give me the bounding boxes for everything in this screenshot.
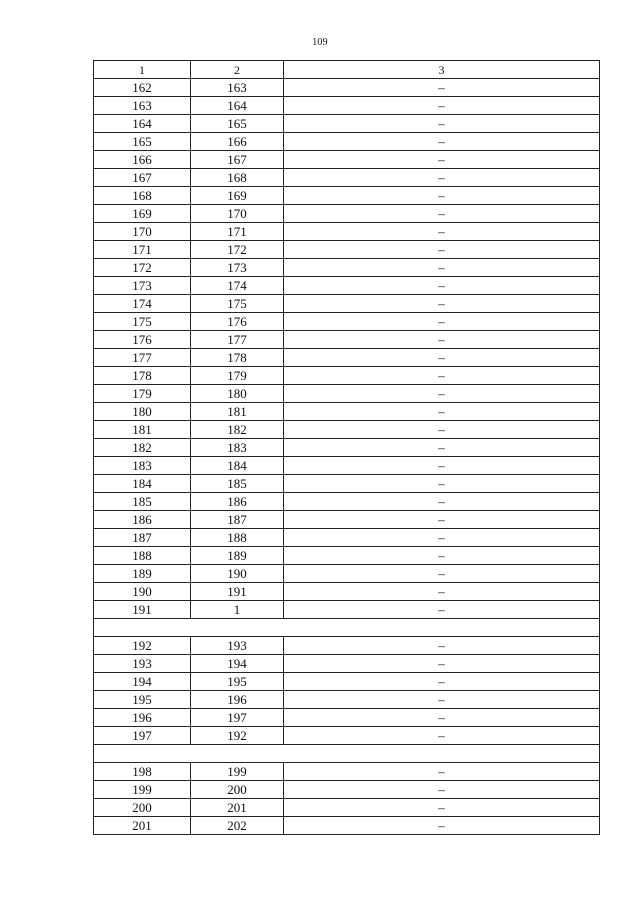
table-cell-col-1: 173 <box>94 277 191 295</box>
table-cell-col-1: 175 <box>94 313 191 331</box>
table-row <box>94 457 600 475</box>
table-cell-col-3: – <box>284 547 600 565</box>
table-row <box>94 169 600 187</box>
table-cell-col-2: 202 <box>191 817 284 835</box>
section-separator-cell <box>94 745 600 763</box>
table-row <box>94 223 600 241</box>
table-cell-col-3: – <box>284 115 600 133</box>
table-cell-col-1: 188 <box>94 547 191 565</box>
table-cell-col-3: – <box>284 691 600 709</box>
table-cell-col-2: 177 <box>191 331 284 349</box>
table-cell-col-2: 174 <box>191 277 284 295</box>
table-cell-col-2: 188 <box>191 529 284 547</box>
page-number: 109 <box>312 37 328 48</box>
data-table <box>93 60 600 835</box>
table-cell-col-1: 199 <box>94 781 191 799</box>
table-row <box>94 493 600 511</box>
table-cell-col-2: 187 <box>191 511 284 529</box>
table-cell-col-3: – <box>284 763 600 781</box>
table-cell-col-2: 163 <box>191 79 284 97</box>
table-row <box>94 151 600 169</box>
table-cell-col-3: – <box>284 781 600 799</box>
table-cell-col-3: – <box>284 295 600 313</box>
table-cell-col-3: – <box>284 799 600 817</box>
table-cell-col-3: – <box>284 97 600 115</box>
table-row <box>94 781 600 799</box>
table-cell-col-1: 177 <box>94 349 191 367</box>
table-cell-col-3: – <box>284 475 600 493</box>
table-cell-col-1: 170 <box>94 223 191 241</box>
table-row <box>94 475 600 493</box>
table-cell-col-3: – <box>284 385 600 403</box>
table-cell-col-3: – <box>284 493 600 511</box>
table-cell-col-1: 187 <box>94 529 191 547</box>
table-row <box>94 655 600 673</box>
table-cell-col-3: – <box>284 817 600 835</box>
table-row <box>94 799 600 817</box>
table-cell-col-1: 180 <box>94 403 191 421</box>
table-cell-col-3: – <box>284 709 600 727</box>
table-cell-col-2: 164 <box>191 97 284 115</box>
table-cell-col-2: 199 <box>191 763 284 781</box>
table-cell-col-3: – <box>284 583 600 601</box>
table-cell-col-1: 181 <box>94 421 191 439</box>
table-cell-col-1: 179 <box>94 385 191 403</box>
table-cell-col-2: 189 <box>191 547 284 565</box>
table-cell-col-1: 200 <box>94 799 191 817</box>
section-separator-row <box>94 745 600 763</box>
table-row <box>94 133 600 151</box>
table-cell-col-3: – <box>284 727 600 745</box>
table-cell-col-2: 167 <box>191 151 284 169</box>
table-cell-col-1: 190 <box>94 583 191 601</box>
table-body <box>94 79 600 835</box>
table-cell-col-3: – <box>284 601 600 619</box>
table-cell-col-1: 176 <box>94 331 191 349</box>
table-row <box>94 187 600 205</box>
table-cell-col-1: 166 <box>94 151 191 169</box>
table-cell-col-1: 167 <box>94 169 191 187</box>
header-row <box>94 61 600 79</box>
table-cell-col-1: 178 <box>94 367 191 385</box>
table-cell-col-2: 194 <box>191 655 284 673</box>
table-cell-col-2: 173 <box>191 259 284 277</box>
table-row <box>94 367 600 385</box>
table-cell-col-1: 183 <box>94 457 191 475</box>
table-cell-col-3: – <box>284 313 600 331</box>
table-cell-col-1: 171 <box>94 241 191 259</box>
table-row <box>94 565 600 583</box>
column-header-1: 1 <box>94 61 191 79</box>
table-cell-col-3: – <box>284 259 600 277</box>
table-cell-col-2: 171 <box>191 223 284 241</box>
table-cell-col-1: 184 <box>94 475 191 493</box>
table-cell-col-1: 196 <box>94 709 191 727</box>
table-row <box>94 709 600 727</box>
table-cell-col-2: 200 <box>191 781 284 799</box>
table-cell-col-2: 170 <box>191 205 284 223</box>
table-cell-col-2: 197 <box>191 709 284 727</box>
table-cell-col-1: 174 <box>94 295 191 313</box>
table-cell-col-2: 185 <box>191 475 284 493</box>
table-cell-col-3: – <box>284 277 600 295</box>
table-cell-col-3: – <box>284 511 600 529</box>
table-cell-col-2: 169 <box>191 187 284 205</box>
table-cell-col-1: 185 <box>94 493 191 511</box>
table-cell-col-3: – <box>284 565 600 583</box>
table-cell-col-1: 201 <box>94 817 191 835</box>
table-row <box>94 547 600 565</box>
table-row <box>94 97 600 115</box>
table-cell-col-2: 1 <box>191 601 284 619</box>
table-cell-col-3: – <box>284 187 600 205</box>
table-row <box>94 259 600 277</box>
table-cell-col-3: – <box>284 241 600 259</box>
table-row <box>94 817 600 835</box>
table-cell-col-1: 192 <box>94 637 191 655</box>
table-cell-col-1: 172 <box>94 259 191 277</box>
table-cell-col-2: 184 <box>191 457 284 475</box>
table-row <box>94 583 600 601</box>
table-row <box>94 601 600 619</box>
table-cell-col-2: 191 <box>191 583 284 601</box>
table-row <box>94 691 600 709</box>
table-cell-col-1: 195 <box>94 691 191 709</box>
table-cell-col-3: – <box>284 403 600 421</box>
table-cell-col-2: 168 <box>191 169 284 187</box>
table-row <box>94 529 600 547</box>
column-header-2: 2 <box>191 61 284 79</box>
table-cell-col-3: – <box>284 673 600 691</box>
table-row <box>94 727 600 745</box>
table-cell-col-2: 181 <box>191 403 284 421</box>
table-cell-col-2: 175 <box>191 295 284 313</box>
table-cell-col-3: – <box>284 421 600 439</box>
table-row <box>94 403 600 421</box>
table-row <box>94 385 600 403</box>
table-cell-col-2: 201 <box>191 799 284 817</box>
table-cell-col-1: 163 <box>94 97 191 115</box>
table-cell-col-3: – <box>284 331 600 349</box>
table-cell-col-2: 172 <box>191 241 284 259</box>
table-cell-col-2: 186 <box>191 493 284 511</box>
table-cell-col-3: – <box>284 169 600 187</box>
table-row <box>94 763 600 781</box>
table-row <box>94 349 600 367</box>
table-cell-col-1: 165 <box>94 133 191 151</box>
table-cell-col-2: 195 <box>191 673 284 691</box>
table-row <box>94 421 600 439</box>
table-cell-col-2: 179 <box>191 367 284 385</box>
table-cell-col-1: 168 <box>94 187 191 205</box>
table-cell-col-1: 182 <box>94 439 191 457</box>
table-cell-col-2: 193 <box>191 637 284 655</box>
table-cell-col-2: 165 <box>191 115 284 133</box>
table-row <box>94 79 600 97</box>
table-cell-col-3: – <box>284 223 600 241</box>
table-cell-col-2: 166 <box>191 133 284 151</box>
section-separator-cell <box>94 619 600 637</box>
table-cell-col-1: 162 <box>94 79 191 97</box>
table-cell-col-3: – <box>284 367 600 385</box>
table-cell-col-2: 176 <box>191 313 284 331</box>
table-cell-col-1: 169 <box>94 205 191 223</box>
table-row <box>94 439 600 457</box>
table-cell-col-3: – <box>284 637 600 655</box>
column-header-3: 3 <box>284 61 600 79</box>
table-cell-col-3: – <box>284 205 600 223</box>
table-cell-col-2: 192 <box>191 727 284 745</box>
section-separator-row <box>94 619 600 637</box>
table-cell-col-3: – <box>284 79 600 97</box>
table-cell-col-1: 193 <box>94 655 191 673</box>
table-cell-col-2: 178 <box>191 349 284 367</box>
table-cell-col-3: – <box>284 439 600 457</box>
table-row <box>94 313 600 331</box>
table-cell-col-2: 183 <box>191 439 284 457</box>
table-cell-col-3: – <box>284 133 600 151</box>
table-cell-col-2: 190 <box>191 565 284 583</box>
table-cell-col-1: 186 <box>94 511 191 529</box>
table-cell-col-1: 189 <box>94 565 191 583</box>
table-cell-col-3: – <box>284 349 600 367</box>
table-cell-col-3: – <box>284 655 600 673</box>
table-cell-col-1: 198 <box>94 763 191 781</box>
table-row <box>94 511 600 529</box>
table-row <box>94 241 600 259</box>
table-cell-col-1: 164 <box>94 115 191 133</box>
table-cell-col-2: 182 <box>191 421 284 439</box>
table-cell-col-3: – <box>284 457 600 475</box>
table-cell-col-3: – <box>284 151 600 169</box>
table-row <box>94 673 600 691</box>
table-cell-col-1: 197 <box>94 727 191 745</box>
table-cell-col-3: – <box>284 529 600 547</box>
table-row <box>94 205 600 223</box>
table-cell-col-1: 191 <box>94 601 191 619</box>
table-cell-col-2: 180 <box>191 385 284 403</box>
table-row <box>94 115 600 133</box>
table-cell-col-1: 194 <box>94 673 191 691</box>
table-row <box>94 295 600 313</box>
table-cell-col-2: 196 <box>191 691 284 709</box>
table-row <box>94 277 600 295</box>
table-row <box>94 331 600 349</box>
table-row <box>94 637 600 655</box>
table-header <box>94 61 600 79</box>
